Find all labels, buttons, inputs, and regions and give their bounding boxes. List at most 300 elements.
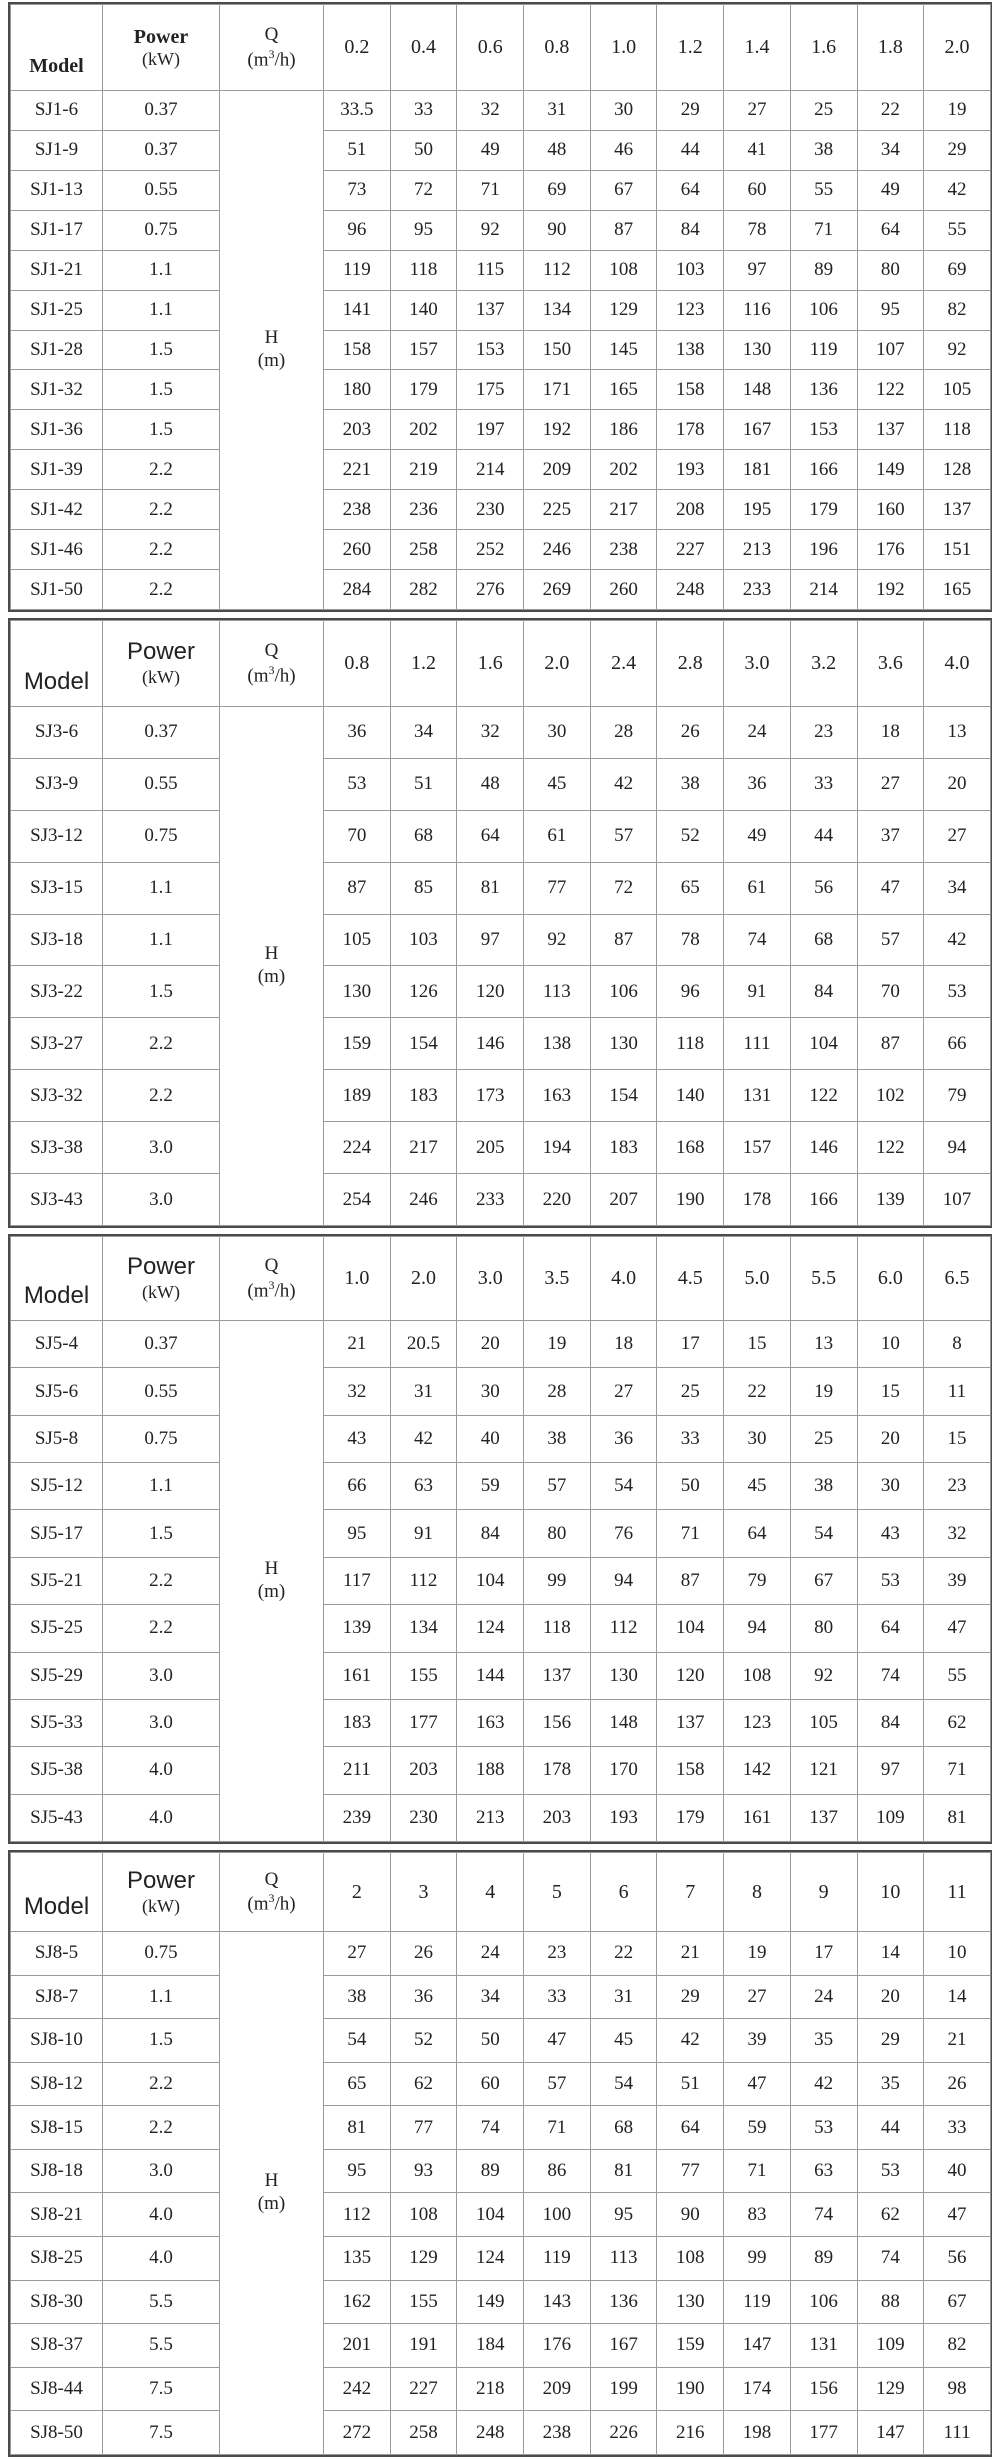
- flow-value-header: 1.6: [790, 5, 857, 91]
- head-value-cell: 195: [724, 490, 791, 530]
- model-cell: SJ1-39: [11, 450, 103, 490]
- head-value-cell: 190: [657, 2367, 724, 2411]
- flow-value-header: 0.2: [324, 5, 391, 91]
- head-value-cell: 14: [857, 1932, 924, 1976]
- flow-value-header: 0.4: [390, 5, 457, 91]
- head-value-cell: 34: [857, 130, 924, 170]
- model-cell: SJ5-43: [11, 1794, 103, 1841]
- pump-table-block: [8, 2, 992, 612]
- head-value-cell: 130: [590, 1652, 657, 1699]
- head-value-cell: 157: [390, 330, 457, 370]
- head-value-cell: 211: [324, 1747, 391, 1794]
- head-value-cell: 47: [724, 2062, 791, 2106]
- power-unit: (kW): [142, 1282, 180, 1303]
- head-value-cell: 201: [324, 2324, 391, 2368]
- head-value-cell: 130: [657, 2280, 724, 2324]
- head-value-cell: 95: [390, 210, 457, 250]
- head-value-cell: 139: [324, 1605, 391, 1652]
- head-value-cell: 38: [524, 1415, 591, 1462]
- head-value-cell: 260: [590, 570, 657, 610]
- head-value-cell: 84: [457, 1510, 524, 1557]
- head-value-cell: 81: [324, 2106, 391, 2150]
- head-value-cell: 34: [924, 862, 991, 914]
- model-cell: SJ1-46: [11, 530, 103, 570]
- table-row: [11, 1018, 991, 1070]
- head-value-cell: 47: [924, 2193, 991, 2237]
- head-value-cell: 78: [724, 210, 791, 250]
- head-value-cell: 216: [657, 2411, 724, 2455]
- head-value-cell: 22: [590, 1932, 657, 1976]
- model-cell: SJ5-12: [11, 1463, 103, 1510]
- head-value-cell: 136: [590, 2280, 657, 2324]
- head-value-cell: 103: [657, 250, 724, 290]
- model-cell: SJ3-27: [11, 1018, 103, 1070]
- head-value-cell: 60: [724, 170, 791, 210]
- head-value-cell: 108: [724, 1652, 791, 1699]
- power-cell: 4.0: [103, 2237, 220, 2281]
- head-value-cell: 26: [390, 1932, 457, 1976]
- power-unit: (kW): [142, 667, 180, 688]
- head-value-cell: 59: [724, 2106, 791, 2150]
- head-value-cell: 137: [457, 290, 524, 330]
- power-cell: 0.37: [103, 1321, 220, 1368]
- model-cell: SJ5-6: [11, 1368, 103, 1415]
- head-value-cell: 56: [790, 862, 857, 914]
- head-value-cell: 27: [724, 91, 791, 131]
- head-value-cell: 137: [657, 1699, 724, 1746]
- head-value-cell: 69: [924, 250, 991, 290]
- head-value-cell: 118: [390, 250, 457, 290]
- head-value-cell: 30: [857, 1463, 924, 1510]
- head-value-cell: 30: [590, 91, 657, 131]
- head-value-cell: 130: [324, 966, 391, 1018]
- model-cell: SJ1-9: [11, 130, 103, 170]
- head-value-cell: 94: [924, 1122, 991, 1174]
- head-value-cell: 183: [590, 1122, 657, 1174]
- head-value-cell: 68: [590, 2106, 657, 2150]
- head-value-cell: 108: [390, 2193, 457, 2237]
- head-value-cell: 189: [324, 1070, 391, 1122]
- power-cell: 0.75: [103, 210, 220, 250]
- flow-value-header: 1.2: [657, 5, 724, 91]
- power-cell: 4.0: [103, 1794, 220, 1841]
- head-value-cell: 20.5: [390, 1321, 457, 1368]
- flow-value-header: 5.0: [724, 1237, 791, 1321]
- power-cell: 7.5: [103, 2367, 220, 2411]
- table-row: [11, 2106, 991, 2150]
- head-value-cell: 48: [457, 758, 524, 810]
- table-row: [11, 410, 991, 450]
- head-value-cell: 99: [524, 1557, 591, 1604]
- head-value-cell: 89: [790, 250, 857, 290]
- flow-value-header: 0.6: [457, 5, 524, 91]
- flow-value-header: 1.6: [457, 621, 524, 707]
- head-value-cell: 30: [457, 1368, 524, 1415]
- pump-table-block: [8, 1850, 992, 2457]
- head-value-cell: 91: [390, 1510, 457, 1557]
- head-value-cell: 119: [324, 250, 391, 290]
- head-value-cell: 113: [524, 966, 591, 1018]
- table-row: [11, 2193, 991, 2237]
- head-value-cell: 193: [590, 1794, 657, 1841]
- head-value-cell: 38: [324, 1975, 391, 2019]
- power-cell: 0.55: [103, 170, 220, 210]
- head-value-cell: 171: [524, 370, 591, 410]
- power-cell: 1.5: [103, 330, 220, 370]
- head-value-cell: 131: [790, 2324, 857, 2368]
- head-value-cell: 140: [390, 290, 457, 330]
- head-value-cell: 194: [524, 1122, 591, 1174]
- model-cell: SJ1-17: [11, 210, 103, 250]
- head-value-cell: 80: [524, 1510, 591, 1557]
- head-value-cell: 24: [457, 1932, 524, 1976]
- head-value-cell: 33: [390, 91, 457, 131]
- head-value-cell: 27: [324, 1932, 391, 1976]
- head-value-cell: 48: [524, 130, 591, 170]
- head-value-cell: 44: [790, 810, 857, 862]
- head-value-cell: 30: [724, 1415, 791, 1462]
- table-row: [11, 1070, 991, 1122]
- head-value-cell: 166: [790, 1174, 857, 1226]
- head-value-cell: 137: [857, 410, 924, 450]
- head-value-cell: 54: [324, 2019, 391, 2063]
- head-value-cell: 52: [657, 810, 724, 862]
- power-cell: 0.55: [103, 758, 220, 810]
- head-value-cell: 269: [524, 570, 591, 610]
- model-cell: SJ1-6: [11, 91, 103, 131]
- head-value-cell: 186: [590, 410, 657, 450]
- head-value-cell: 151: [924, 530, 991, 570]
- head-value-cell: 8: [924, 1321, 991, 1368]
- head-value-cell: 139: [857, 1174, 924, 1226]
- flow-unit: $(m^3/h)$: [247, 1891, 296, 1915]
- head-value-cell: 175: [457, 370, 524, 410]
- head-value-cell: 104: [457, 1557, 524, 1604]
- head-value-cell: 118: [657, 1018, 724, 1070]
- model-cell: SJ5-33: [11, 1699, 103, 1746]
- head-value-cell: 135: [324, 2237, 391, 2281]
- head-value-cell: 161: [324, 1652, 391, 1699]
- head-value-cell: 179: [790, 490, 857, 530]
- head-value-cell: 50: [457, 2019, 524, 2063]
- head-value-cell: 217: [390, 1122, 457, 1174]
- power-cell: 4.0: [103, 2193, 220, 2237]
- flow-value-header: 0.8: [324, 621, 391, 707]
- head-value-cell: 97: [724, 250, 791, 290]
- head-value-cell: 61: [724, 862, 791, 914]
- head-value-cell: 92: [524, 914, 591, 966]
- head-value-cell: 168: [657, 1122, 724, 1174]
- power-label: Power: [133, 25, 189, 48]
- head-value-cell: 71: [457, 170, 524, 210]
- table-row: [11, 290, 991, 330]
- head-value-cell: 121: [790, 1747, 857, 1794]
- head-value-cell: 230: [457, 490, 524, 530]
- power-label: Power: [126, 1866, 196, 1894]
- head-value-cell: 102: [857, 1070, 924, 1122]
- power-cell: 1.1: [103, 862, 220, 914]
- model-cell: SJ1-13: [11, 170, 103, 210]
- head-value-cell: 64: [457, 810, 524, 862]
- head-value-cell: 53: [324, 758, 391, 810]
- head-value-cell: 87: [857, 1018, 924, 1070]
- head-value-cell: 17: [657, 1321, 724, 1368]
- head-value-cell: 54: [590, 2062, 657, 2106]
- head-value-cell: 39: [924, 1557, 991, 1604]
- head-value-cell: 89: [457, 2149, 524, 2193]
- head-value-cell: 95: [324, 1510, 391, 1557]
- head-value-cell: 158: [657, 1747, 724, 1794]
- head-value-cell: 157: [724, 1122, 791, 1174]
- power-cell: 1.5: [103, 1510, 220, 1557]
- head-value-cell: 246: [390, 1174, 457, 1226]
- head-value-cell: 84: [790, 966, 857, 1018]
- flow-value-header: 2.0: [924, 5, 991, 91]
- head-value-cell: 119: [790, 330, 857, 370]
- head-value-cell: 97: [457, 914, 524, 966]
- head-value-cell: 19: [524, 1321, 591, 1368]
- pump-table-block: [8, 618, 992, 1228]
- head-value-cell: 150: [524, 330, 591, 370]
- head-value-cell: 122: [790, 1070, 857, 1122]
- head-value-cell: 178: [524, 1747, 591, 1794]
- table-row: [11, 1932, 991, 1976]
- head-value-cell: 96: [657, 966, 724, 1018]
- head-value-cell: 213: [724, 530, 791, 570]
- power-cell: 0.37: [103, 707, 220, 759]
- head-value-cell: 85: [390, 862, 457, 914]
- head-value-cell: 69: [524, 170, 591, 210]
- head-value-cell: 190: [657, 1174, 724, 1226]
- head-value-cell: 19: [924, 91, 991, 131]
- head-value-cell: 71: [924, 1747, 991, 1794]
- head-value-cell: 214: [457, 450, 524, 490]
- header-row: [11, 5, 991, 91]
- head-value-cell: 227: [657, 530, 724, 570]
- flow-value-header: 3.6: [857, 621, 924, 707]
- power-cell: 7.5: [103, 2411, 220, 2455]
- head-value-cell: 18: [590, 1321, 657, 1368]
- head-value-cell: 156: [524, 1699, 591, 1746]
- head-value-cell: 57: [524, 1463, 591, 1510]
- head-value-cell: 63: [790, 2149, 857, 2193]
- table-row: [11, 1557, 991, 1604]
- power-cell: 1.1: [103, 290, 220, 330]
- model-cell: SJ5-8: [11, 1415, 103, 1462]
- model-cell: SJ5-25: [11, 1605, 103, 1652]
- model-cell: SJ8-44: [11, 2367, 103, 2411]
- power-unit: (kW): [142, 48, 180, 69]
- power-unit: (kW): [142, 1895, 180, 1916]
- table-row: [11, 330, 991, 370]
- table-row: [11, 2149, 991, 2193]
- flow-value-header: 3.0: [724, 621, 791, 707]
- head-value-cell: 208: [657, 490, 724, 530]
- head-value-cell: 66: [924, 1018, 991, 1070]
- head-value-cell: 77: [390, 2106, 457, 2150]
- head-value-cell: 21: [657, 1932, 724, 1976]
- head-value-cell: 42: [657, 2019, 724, 2063]
- power-cell: 0.75: [103, 1415, 220, 1462]
- flow-label: Q: [264, 1868, 279, 1890]
- head-value-cell: 90: [657, 2193, 724, 2237]
- head-value-cell: 62: [924, 1699, 991, 1746]
- head-value-cell: 10: [857, 1321, 924, 1368]
- head-value-cell: 15: [857, 1368, 924, 1415]
- model-cell: SJ5-38: [11, 1747, 103, 1794]
- power-cell: 2.2: [103, 1070, 220, 1122]
- model-cell: SJ5-21: [11, 1557, 103, 1604]
- head-value-cell: 282: [390, 570, 457, 610]
- head-value-cell: 107: [924, 1174, 991, 1226]
- head-value-cell: 92: [790, 1652, 857, 1699]
- head-value-cell: 20: [857, 1415, 924, 1462]
- model-cell: SJ1-25: [11, 290, 103, 330]
- power-cell: 3.0: [103, 1699, 220, 1746]
- model-cell: SJ5-4: [11, 1321, 103, 1368]
- head-value-cell: 70: [324, 810, 391, 862]
- flow-value-header: 3.2: [790, 621, 857, 707]
- head-value-cell: 142: [724, 1747, 791, 1794]
- flow-value-header: 11: [924, 1853, 991, 1932]
- table-row: [11, 1510, 991, 1557]
- head-value-cell: 203: [524, 1794, 591, 1841]
- head-value-cell: 87: [590, 210, 657, 250]
- head-value-cell: 129: [590, 290, 657, 330]
- head-value-cell: 242: [324, 2367, 391, 2411]
- header-row: [11, 1853, 991, 1932]
- model-header: Model: [11, 5, 103, 91]
- head-value-cell: 26: [657, 707, 724, 759]
- head-value-cell: 177: [390, 1699, 457, 1746]
- head-value-cell: 26: [924, 2062, 991, 2106]
- head-value-cell: 20: [924, 758, 991, 810]
- head-value-cell: 49: [857, 170, 924, 210]
- model-cell: SJ8-30: [11, 2280, 103, 2324]
- head-value-cell: 106: [790, 2280, 857, 2324]
- head-value-cell: 109: [857, 2324, 924, 2368]
- head-value-cell: 129: [390, 2237, 457, 2281]
- head-value-cell: 124: [457, 1605, 524, 1652]
- table-row: [11, 250, 991, 290]
- head-value-cell: 42: [924, 170, 991, 210]
- head-value-cell: 181: [724, 450, 791, 490]
- model-cell: SJ3-15: [11, 862, 103, 914]
- power-cell: 2.2: [103, 1605, 220, 1652]
- head-value-cell: 53: [790, 2106, 857, 2150]
- head-value-cell: 148: [724, 370, 791, 410]
- head-value-cell: 128: [924, 450, 991, 490]
- head-value-cell: 146: [790, 1122, 857, 1174]
- head-value-cell: 123: [724, 1699, 791, 1746]
- head-value-cell: 81: [924, 1794, 991, 1841]
- power-header: [103, 621, 220, 707]
- head-value-cell: 38: [790, 1463, 857, 1510]
- head-value-cell: 122: [857, 370, 924, 410]
- head-value-cell: 84: [657, 210, 724, 250]
- head-value-cell: 72: [590, 862, 657, 914]
- header-row: [11, 621, 991, 707]
- head-value-cell: 31: [390, 1368, 457, 1415]
- head-value-cell: 29: [857, 2019, 924, 2063]
- model-cell: SJ8-18: [11, 2149, 103, 2193]
- power-cell: 1.5: [103, 370, 220, 410]
- head-value-cell: 162: [324, 2280, 391, 2324]
- head-value-cell: 161: [724, 1794, 791, 1841]
- head-value-cell: 97: [857, 1747, 924, 1794]
- head-value-cell: 83: [724, 2193, 791, 2237]
- table-row: [11, 370, 991, 410]
- head-value-cell: 183: [324, 1699, 391, 1746]
- head-value-cell: 173: [457, 1070, 524, 1122]
- power-label: Power: [126, 638, 196, 666]
- head-value-cell: 50: [390, 130, 457, 170]
- flow-value-header: 6.0: [857, 1237, 924, 1321]
- table-row: [11, 130, 991, 170]
- flow-value-header: 6: [590, 1853, 657, 1932]
- head-value-cell: 147: [857, 2411, 924, 2455]
- head-value-cell: 42: [590, 758, 657, 810]
- power-cell: 2.2: [103, 1018, 220, 1070]
- head-value-cell: 36: [390, 1975, 457, 2019]
- head-value-cell: 104: [657, 1605, 724, 1652]
- flow-value-header: 0.8: [524, 5, 591, 91]
- head-value-cell: 148: [590, 1699, 657, 1746]
- flow-label: Q: [264, 640, 279, 662]
- power-cell: 1.5: [103, 966, 220, 1018]
- head-value-cell: 191: [390, 2324, 457, 2368]
- head-value-cell: 80: [857, 250, 924, 290]
- head-value-cell: 154: [590, 1070, 657, 1122]
- head-value-cell: 217: [590, 490, 657, 530]
- power-cell: 3.0: [103, 2149, 220, 2193]
- head-value-cell: 67: [590, 170, 657, 210]
- head-value-cell: 209: [524, 2367, 591, 2411]
- model-cell: SJ3-9: [11, 758, 103, 810]
- head-value-cell: 112: [324, 2193, 391, 2237]
- head-value-cell: 167: [590, 2324, 657, 2368]
- head-value-cell: 53: [857, 1557, 924, 1604]
- head-value-cell: 74: [724, 914, 791, 966]
- flow-value-header: 8: [724, 1853, 791, 1932]
- head-unit: (m): [257, 966, 286, 987]
- flow-value-header: 3.0: [457, 1237, 524, 1321]
- power-cell: 1.1: [103, 250, 220, 290]
- head-value-cell: 44: [857, 2106, 924, 2150]
- head-value-cell: 214: [790, 570, 857, 610]
- model-cell: SJ1-32: [11, 370, 103, 410]
- head-value-cell: 51: [390, 758, 457, 810]
- power-header: [103, 1853, 220, 1932]
- table-row: [11, 1415, 991, 1462]
- head-value-cell: 54: [790, 1510, 857, 1557]
- model-cell: SJ3-18: [11, 914, 103, 966]
- head-value-cell: 46: [590, 130, 657, 170]
- head-value-cell: 111: [724, 1018, 791, 1070]
- head-value-cell: 158: [324, 330, 391, 370]
- head-value-cell: 141: [324, 290, 391, 330]
- head-value-cell: 55: [924, 210, 991, 250]
- power-cell: 2.2: [103, 2106, 220, 2150]
- head-value-cell: 24: [790, 1975, 857, 2019]
- head-value-cell: 166: [790, 450, 857, 490]
- head-value-cell: 129: [857, 2367, 924, 2411]
- table-row: [11, 1699, 991, 1746]
- pump-performance-table: [10, 4, 991, 610]
- head-value-cell: 81: [590, 2149, 657, 2193]
- power-cell: 1.1: [103, 914, 220, 966]
- power-cell: 1.1: [103, 1463, 220, 1510]
